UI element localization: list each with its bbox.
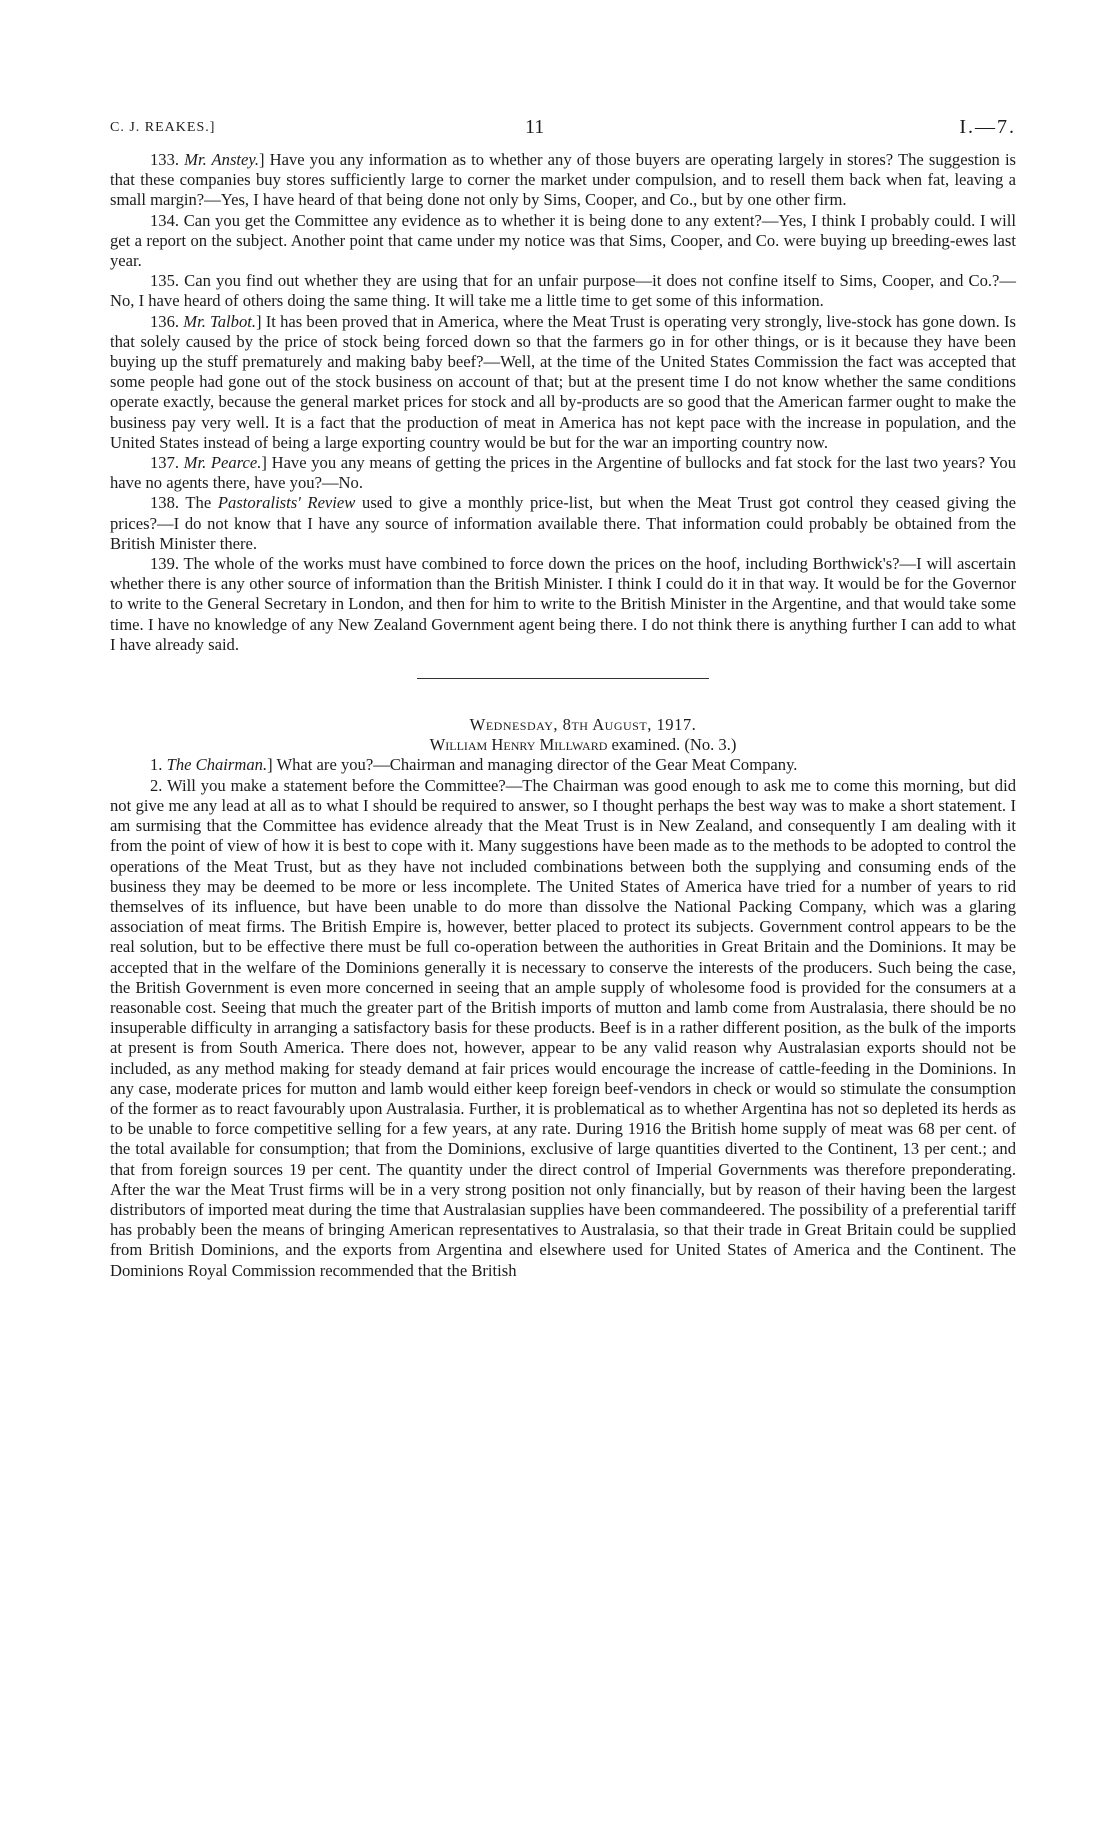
page-number: 11 xyxy=(525,116,545,138)
paper-reference: I.—7. xyxy=(959,116,1016,138)
paragraph-135: 135. Can you find out whether they are using that for an unfair purpose—it does not confine itself to Sims, Cooper, and Co.?—No, I have heard of others doing the same thing. It will take me a little time to get some of this information. xyxy=(110,271,1016,311)
paragraph-136 xyxy=(110,312,1016,453)
paragraph-text: used to give a monthly price-list, but when the Meat Trust got control they ceased giving the prices?—I do not know that I have any source of information available there. That information could probably be obtained from the British Minister there. xyxy=(110,493,1016,553)
paragraph-137 xyxy=(110,453,1016,493)
page-header xyxy=(110,116,1016,144)
paragraph-1 xyxy=(110,755,1016,775)
paragraph-133 xyxy=(110,150,1016,211)
paragraph-138 xyxy=(110,493,1016,554)
paragraph-number: 1. xyxy=(150,755,167,775)
paragraph-139: 139. The whole of the works must have combined to force down the prices on the hoof, including Borthwick's?—I will ascertain whether there is any other source of information than the British Minister. I think I could do it in that way. It would be for the Governor to write to the General Secretary in London, and then for him to write to the British Minister in the Argentine, and that would take some time. I have no knowledge of any New Zealand Government agent being there. I do not think there is anything further I can add to what I have already said. xyxy=(110,554,1016,654)
date-heading: Wednesday, 8th August, 1917. xyxy=(469,715,697,735)
witness-running-head: C. J. REAKES.] xyxy=(110,120,216,135)
paragraph-text: ] Have you any information as to whether any of those buyers are operating largely in stores? The suggestion is that these companies buy stores sufficiently large to corner the market under compulsion, and to resell them back when fat, leaving a small margin?—Yes, I have heard of that being done not only by Sims, Cooper, and Co., but by one other firm. xyxy=(110,150,1017,210)
paragraph-text: ] Have you any means of getting the prices in the Argentine of bullocks and fat stock for the last two years? You have no agents there, have you?—No. xyxy=(110,453,1016,493)
speaker-name: Mr. Anstey. xyxy=(184,150,259,169)
paragraph-134: 134. Can you get the Committee any evidence as to whether it is being done to any extent?—Yes, I think I probably could. I will get a report on the subject. Another point that came under my notice was that Sims, Cooper, and Co. were buying up breeding-ewes last year. xyxy=(110,210,1016,271)
witness-heading xyxy=(110,735,1016,755)
paragraph-text: ] It has been proved that in America, where the Meat Trust is operating very strongly, live-stock has gone down. Is that solely caused by the price of stock being forced down so that the farmers go in for other things, or is it because they have been buying up the stuff prematurely and making baby beef?—Well, at the time of the United States Commission the fact was accepted that some people had gone out of the stock business on account of that; but at the present time I do not know whether the same conditions operate exactly, because the general market prices for stock and all by-products are so good that the American farmer ought to make the business pay very well. It is a fact that the production of meat in America has not kept pace with the increase in population, and the United States instead of being a large exporting country would be but for the war an importing country now. xyxy=(110,311,1017,452)
paragraph-number: 137. xyxy=(150,453,184,473)
paragraph-2: 2. Will you make a statement before the Committee?—The Chairman was good enough to ask me to come this morning, but did not give me any lead at all as to what I should be required to answer, so I thought perhaps the best way was to make a short statement. I am surmising that the Committee has evidence already that the Meat Trust is in New Zealand, and consequently I am dealing with it from the point of view of how it is best to cope with it. Many suggestions have been made as to the methods to be adopted to control the operations of the Meat Trust, but as they have not included combinations between both the supplying and consuming ends of the business they may be deemed to be more or less incomplete. The United States of America have tried for a number of years to rid themselves of its influence, but have been unable to do more than dissolve the National Packing Company, which was a glaring association of meat firms. The British Empire is, however, better placed to protect its subjects. Government control appears to be the real solution, but to be effective there must be full co-operation between the authorities in Great Britain and the Dominions. It may be accepted that in the welfare of the Dominions generally it is necessary to conserve the interests of the producers. Such being the case, the British Government is even more concerned in seeing that an ample supply of wholesome food is provided for the consumers at a reasonable cost. Seeing that much the greater part of the British imports of mutton and lamb come from Australasia, there should be no insuperable difficulty in arranging a satisfactory basis for these products. Beef is in a rather different position, as the bulk of the imports at present is from South America. There does not, however, appear to be any valid reason why Australasian exports should not be included, as any method making for steady demand at fair prices would encourage the increase of cattle-feeding in the Dominions. In any case, moderate prices for mutton and lamb would either keep foreign beef-vendors in check or would so stimulate the consumption of the former as to react favourably upon Australasia. Further, it is problematical as to whether Argentina has not so depleted its herds as to be unable to force competitive selling for a few years, at any rate. During 1916 the British home supply of meat was 68 per cent. of the total available for consumption; that from the Dominions, exclusive of large quantities diverted to the Continent, 13 per cent.; and that from foreign sources 19 per cent. The quantity under the direct control of Imperial Governments was therefore preponderating. After the war the Meat Trust firms will be in a very strong position not only financially, but by reason of their having been the largest distributors of imported meat during the time that Australasian supplies have been commandeered. The possibility of a preferential tariff has probably been the means of bringing American representatives to Australasia, so that their trade in Great Britain could be supplied from British Dominions, and the exports from Argentina and elsewhere used for United States of America and the Continent. The Dominions Royal Commission recommended that the British xyxy=(110,775,1016,1280)
speaker-name: The Chairman. xyxy=(166,755,268,775)
speaker-name: Mr. Pearce. xyxy=(183,453,262,473)
paragraph-prefix: 138. The xyxy=(150,493,218,513)
speaker-name: Mr. Talbot. xyxy=(183,311,257,331)
publication-title: Pastoralists' Review xyxy=(217,493,356,513)
paragraph-text: ] What are you?—Chairman and managing director of the Gear Meat Company. xyxy=(267,755,798,775)
paragraph-number: 136. xyxy=(150,311,184,331)
witness-name: William Henry Millward xyxy=(429,735,608,755)
paragraph-number: 133. xyxy=(150,150,185,169)
document-body xyxy=(110,150,1016,1281)
section-divider xyxy=(417,678,709,679)
witness-suffix: examined. (No. 3.) xyxy=(607,735,737,755)
